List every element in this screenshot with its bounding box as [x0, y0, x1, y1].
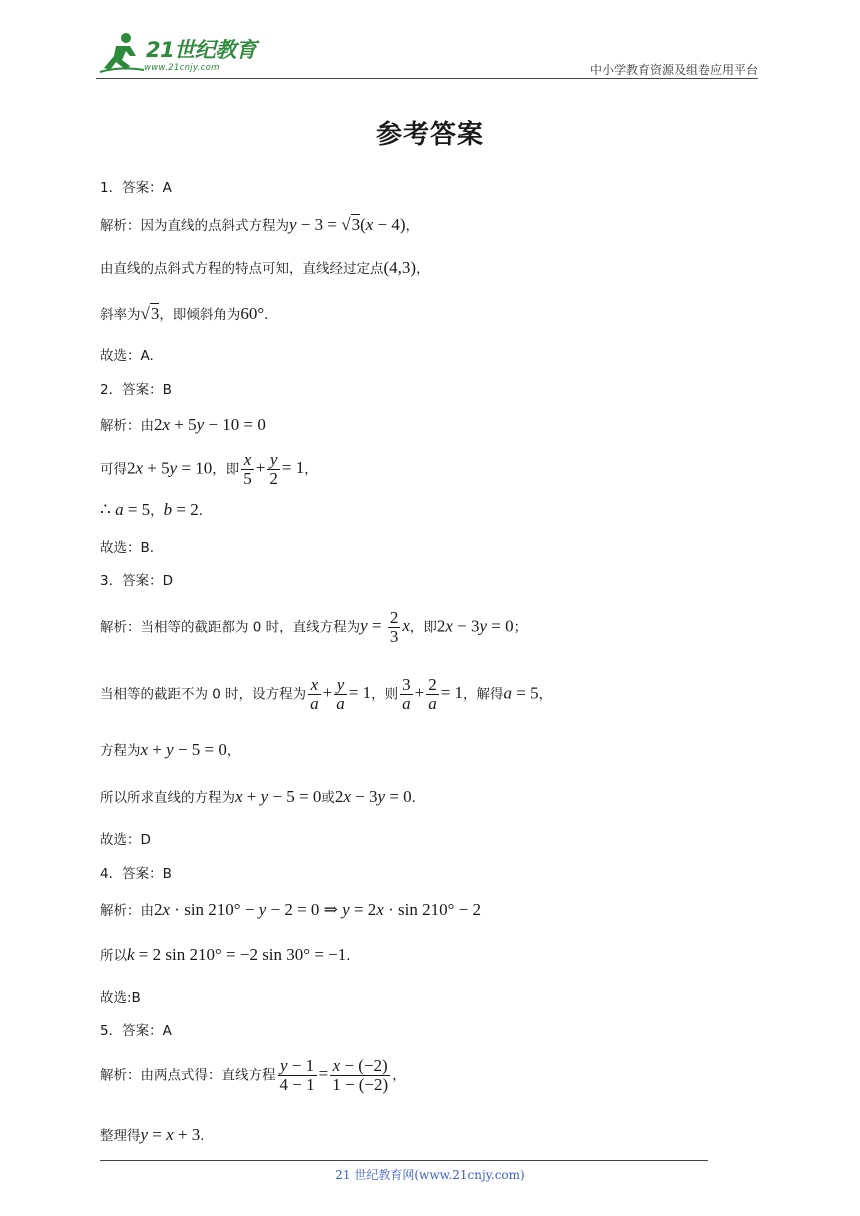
q5-analysis: 解析：由两点式得：直线方程 $\frac{y - 1}{4 - 1}$ = $\frac{x - (-2)}{1 - (-2)}$ ，	[100, 1056, 406, 1094]
footer-text: 21 世纪教育网(www.21cnjy.com)	[335, 1168, 525, 1182]
logo-text: 21世纪教育	[146, 38, 257, 62]
q3-text-b: 当相等的截距不为 0 时，设方程为	[100, 686, 307, 703]
q2-text-b: 可得	[100, 461, 127, 478]
page-header	[96, 30, 758, 82]
q2-result: ∴ a = 5，b = 2．	[100, 500, 213, 519]
q2-analysis: 解析：由2x + 5y − 10 = 0	[100, 415, 266, 434]
q5-text-b: 整理得	[100, 1128, 141, 1144]
footer-divider	[100, 1160, 708, 1161]
q3-text-b2: ，则	[371, 686, 399, 703]
answer-3: 3．答案：D	[100, 573, 173, 589]
runner-logo-icon	[96, 30, 146, 76]
answer-1: 1．答案：A	[100, 180, 172, 196]
q4-choice: 故选:B	[100, 990, 141, 1006]
answer-2: 2．答案：B	[100, 382, 172, 398]
q2-text-b2: ，即	[212, 461, 240, 478]
q4-text-b: 所以	[100, 948, 127, 964]
q2-text: 解析：由	[100, 418, 154, 434]
header-divider	[96, 78, 758, 79]
q3-text-b3: ，解得	[463, 686, 504, 703]
q3-choice: 故选：D	[100, 832, 151, 848]
q1-analysis: 解析：因为直线的点斜式方程为y − 3 = √3(x − 4)，	[100, 215, 420, 234]
q3-text-d2: 或	[321, 790, 335, 806]
q1-slope: 斜率为√3，即倾斜角为60°．	[100, 304, 278, 323]
q1-fixed-point: 由直线的点斜式方程的特点可知，直线经过定点(4,3)，	[100, 258, 430, 277]
site-slogan: 中小学教育资源及组卷应用平台	[589, 63, 758, 77]
q3-equation: 方程为x + y − 5 = 0，	[100, 740, 241, 759]
q3-case-nonzero: 当相等的截距不为 0 时，设方程为 $\frac{x}{a}$ + $\frac{y}{a}$ = 1，则 $\frac{3}{a}$ + $\frac{2}{a}$ = 1，解得a = 5，	[100, 675, 553, 713]
q1-text-c: 斜率为	[100, 307, 141, 323]
site-logo	[96, 30, 266, 78]
answer-5: 5．答案：A	[100, 1023, 172, 1039]
q5-text: 解析：由两点式得：直线方程	[100, 1067, 276, 1084]
logo-url: www.21cnjy.com	[144, 63, 220, 73]
q2-choice: 故选：B.	[100, 540, 155, 556]
q3-text: 解析：当相等的截距都为 0 时，直线方程为	[100, 619, 361, 636]
answer-4: 4．答案：B	[100, 866, 172, 882]
q4-text: 解析：由	[100, 903, 154, 919]
q1-text-b: 由直线的点斜式方程的特点可知，直线经过定点	[100, 261, 384, 277]
q1-choice: 故选：A.	[100, 348, 154, 364]
q4-analysis: 解析：由2x · sin 210° − y − 2 = 0 ⇒ y = 2x · sin 210° − 2	[100, 900, 481, 919]
q4-slope: 所以k = 2 sin 210° = −2 sin 30° = −1．	[100, 945, 360, 964]
q5-result: 整理得y = x + 3．	[100, 1125, 214, 1144]
q1-text-c2: ，即倾斜角为	[159, 307, 241, 323]
q3-text-d: 所以所求直线的方程为	[100, 790, 235, 806]
q3-text-c: 方程为	[100, 743, 141, 759]
page-title: 参考答案	[375, 120, 484, 150]
q1-text: 解析：因为直线的点斜式方程为	[100, 218, 289, 234]
q3-text-a2: ，即	[409, 619, 437, 636]
q3-case-zero: 解析：当相等的截距都为 0 时，直线方程为y = $\frac{2}{3}$ x，即2x − 3y = 0；	[100, 608, 528, 646]
q2-intercept-form: 可得2x + 5y = 10，即 $\frac{x}{5}$ + $\frac{y}{2}$ = 1，	[100, 450, 318, 488]
q3-conclusion: 所以所求直线的方程为x + y − 5 = 0或2x − 3y = 0．	[100, 787, 426, 806]
